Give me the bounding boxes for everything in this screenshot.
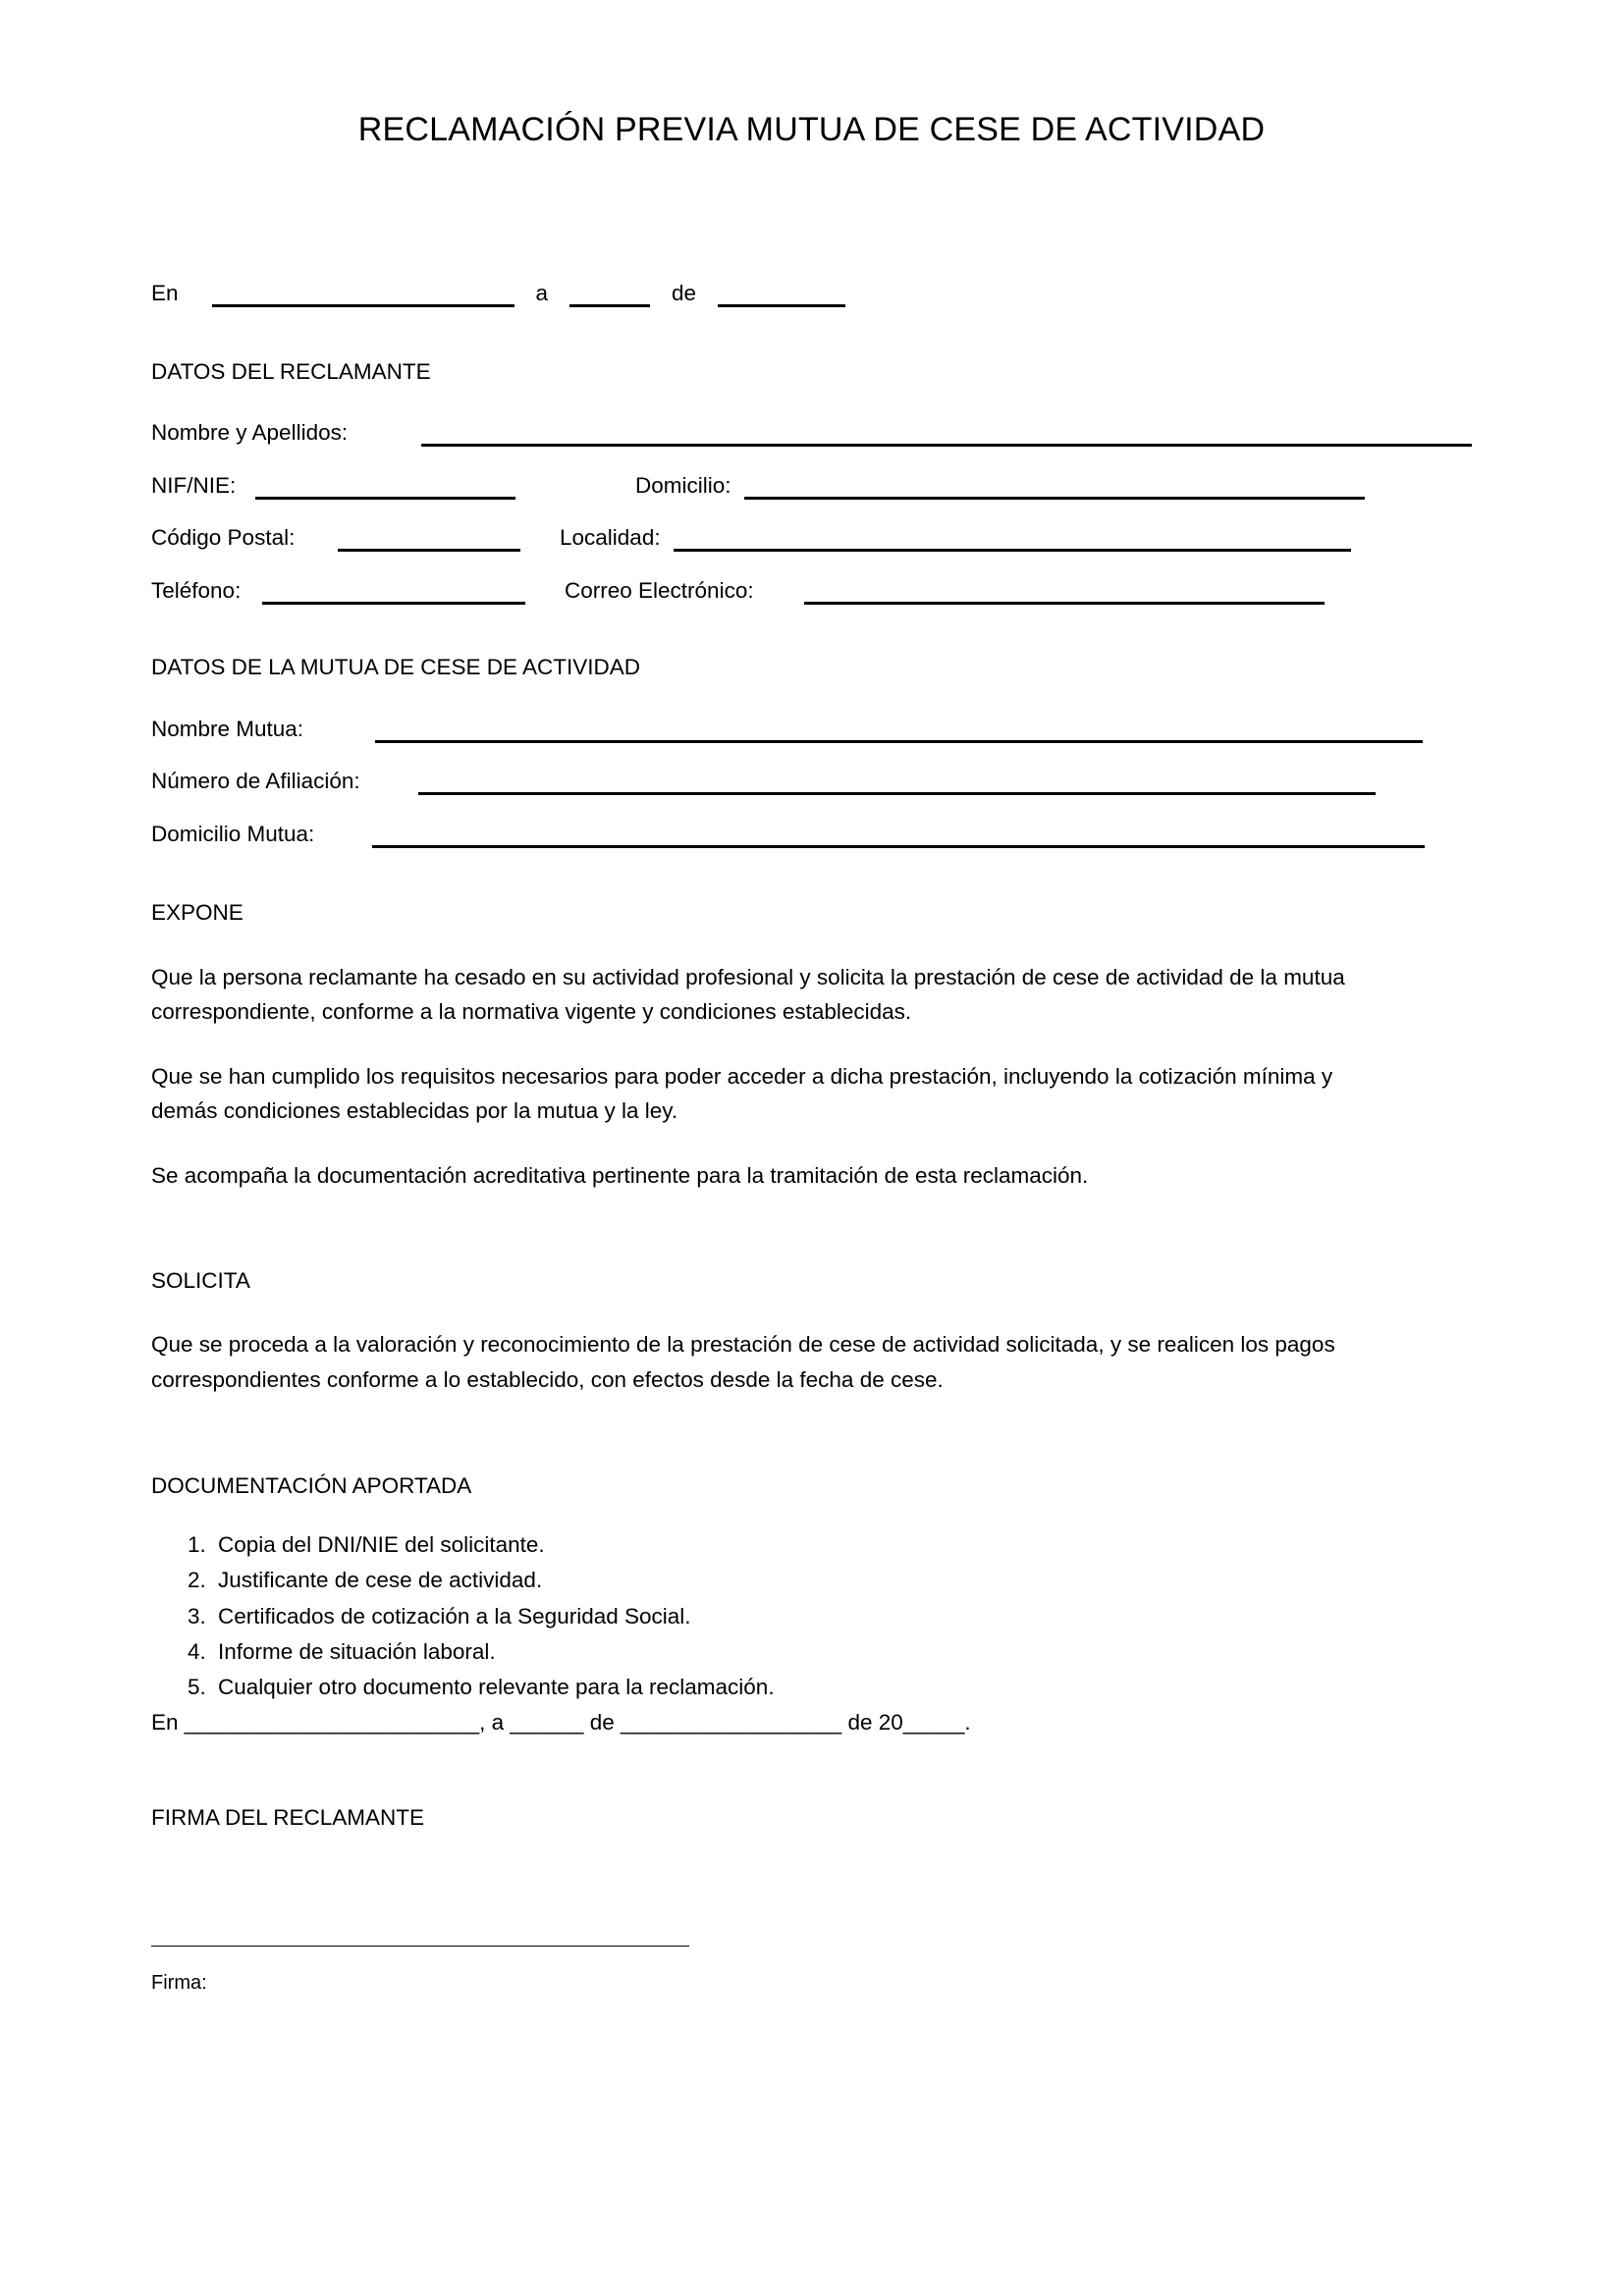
field-row-nif-domicilio (151, 472, 1472, 498)
header-de-label: de (672, 280, 697, 305)
list-item: 4. Informe de situación laboral. (212, 1634, 1472, 1670)
field-row-nombre-apellidos (151, 422, 1472, 445)
input-domicilio[interactable] (744, 497, 1365, 500)
list-item: 1. Copia del DNI/NIE del solicitante. (212, 1527, 1472, 1563)
label-numero-afiliacion: Número de Afiliación: (151, 769, 360, 794)
list-item: 2. Justificante de cese de actividad. (212, 1563, 1472, 1598)
label-correo-electronico: Correo Electrónico: (565, 577, 754, 603)
field-row-cp-localidad (151, 527, 1472, 550)
label-telefono: Teléfono: (151, 577, 242, 603)
label-firma: Firma: (151, 1971, 207, 1994)
signature-area[interactable] (151, 1830, 1472, 1946)
input-telefono[interactable] (262, 602, 525, 605)
field-row-numero-afiliacion (151, 771, 1472, 793)
page-title: RECLAMACIÓN PREVIA MUTUA DE CESE DE ACTIVIDAD (357, 111, 1266, 148)
input-nombre-mutua[interactable] (375, 740, 1423, 743)
section-heading-firma: FIRMA DEL RECLAMANTE (151, 1805, 424, 1831)
expone-paragraph: Se acompaña la documentación acreditativa pertinente para la tramitación de esta reclamación. (151, 1162, 1089, 1188)
label-localidad: Localidad: (560, 525, 661, 551)
input-codigo-postal[interactable] (338, 549, 520, 552)
section-heading-documentacion: DOCUMENTACIÓN APORTADA (151, 1473, 472, 1499)
section-heading-expone: EXPONE (151, 900, 244, 926)
list-item: 5. Cualquier otro documento relevante para la reclamación. (212, 1670, 1472, 1705)
input-localidad[interactable] (674, 549, 1351, 552)
input-domicilio-mutua[interactable] (372, 845, 1425, 848)
place-date-header-line (151, 281, 1472, 306)
solicita-paragraph: Que se proceda a la valoración y reconocimiento de la prestación de cese de actividad solicitada, y se realicen los pagos correspondientes conforme a lo establecido, con efectos desde la fecha de cese. (151, 1332, 1335, 1392)
expone-paragraph: Que se han cumplido los requisitos necesarios para poder acceder a dicha prestación, incluyendo la cotización mínima y demás condiciones establecidas por la mutua y la ley. (151, 1063, 1333, 1124)
label-domicilio-mutua: Domicilio Mutua: (151, 821, 315, 846)
input-numero-afiliacion[interactable] (418, 792, 1376, 795)
header-month-blank[interactable] (718, 304, 845, 307)
section-heading-solicita: SOLICITA (151, 1267, 250, 1293)
field-row-domicilio-mutua (151, 821, 1472, 846)
label-nif-nie: NIF/NIE: (151, 472, 237, 498)
field-row-nombre-mutua (151, 716, 1472, 741)
field-row-telefono-correo (151, 577, 1472, 603)
list-item: 3. Certificados de cotización a la Seguridad Social. (212, 1599, 1472, 1634)
header-day-blank[interactable] (569, 304, 650, 307)
label-codigo-postal: Código Postal: (151, 525, 296, 551)
input-nif-nie[interactable] (255, 497, 515, 500)
expone-paragraph: Que la persona reclamante ha cesado en su actividad profesional y solicita la prestación de cese de actividad de la mutua correspondiente, conforme a la normativa vigente y condiciones establecidas. (151, 964, 1345, 1025)
section-heading-datos-reclamante: DATOS DEL RECLAMANTE (151, 358, 431, 384)
input-correo-electronico[interactable] (804, 602, 1325, 605)
section-heading-datos-mutua: DATOS DE LA MUTUA DE CESE DE ACTIVIDAD (151, 655, 641, 680)
label-domicilio: Domicilio: (635, 472, 731, 498)
input-nombre-apellidos[interactable] (421, 444, 1472, 447)
place-date-footer-line[interactable]: En ________________________, a ______ de __________________ de 20_____. (151, 1709, 971, 1735)
document-content (151, 0, 1472, 1993)
signature-rule (151, 1946, 689, 1947)
label-nombre-apellidos: Nombre y Apellidos: (151, 420, 349, 446)
header-place-blank[interactable] (212, 304, 514, 307)
documentacion-list (151, 1527, 1472, 1706)
label-nombre-mutua: Nombre Mutua: (151, 716, 304, 741)
header-en-label: En (151, 280, 179, 305)
header-a-label: a (535, 280, 549, 305)
